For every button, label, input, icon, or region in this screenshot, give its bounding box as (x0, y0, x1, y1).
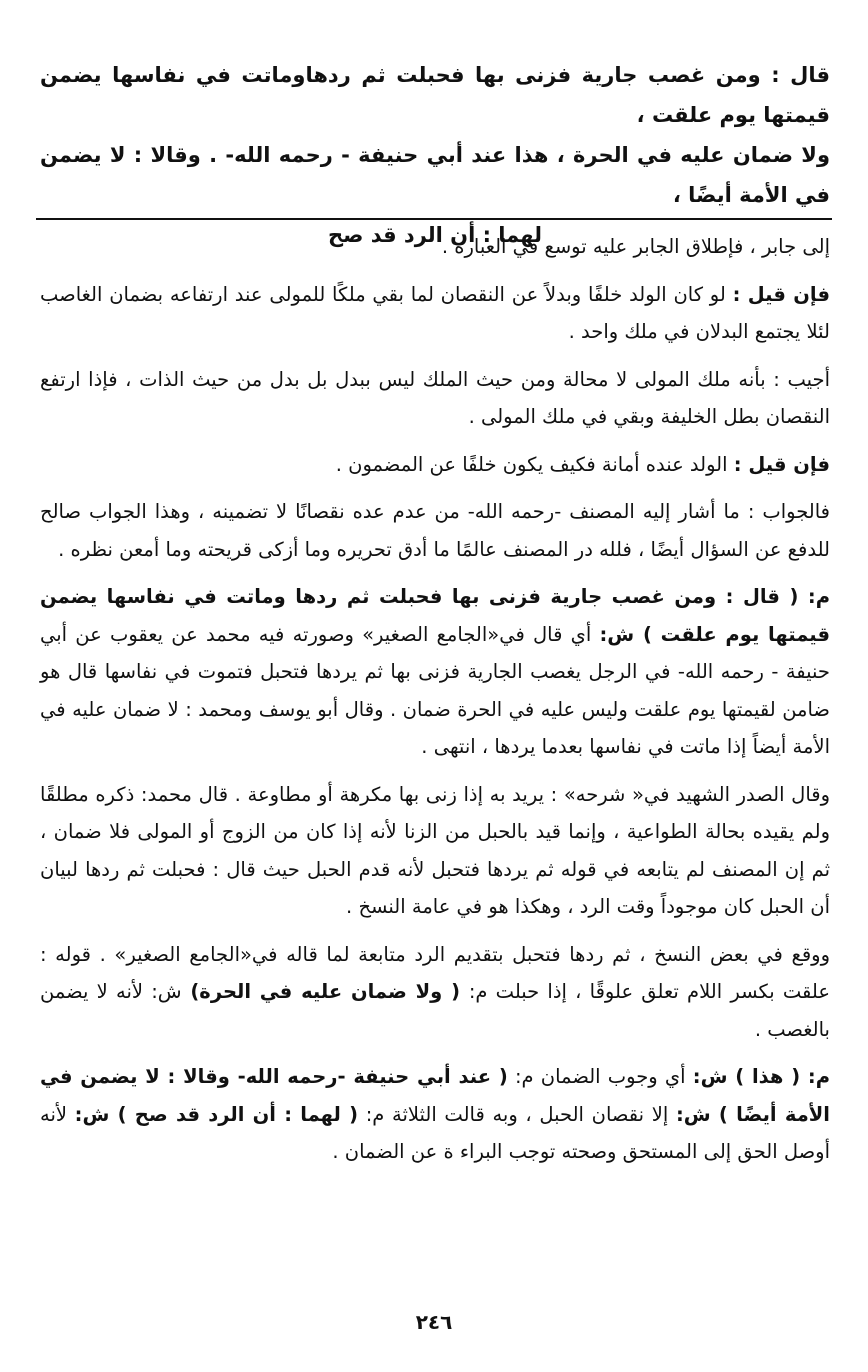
matn-quote: ( لهما : أن الرد قد صح ) ش: (74, 1102, 359, 1126)
paragraph-text: أي قال في«الجامع الصغير» وصورته فيه محمد عن يعقوب عن أبي حنيفة - رحمه الله- في الرجل يغصب الجارية فزنى بها ثم يردها فتحبل فتموت في نفاسها قال هو ضامن لقيمتها يوم علقت وليس عليه في الحرة ضمان . وقال أبو يوسف ومحمد : لا ضمان عليه في الأمة أيضاً إذا ماتت في نفاسها بعدما يردها ، انتهى . (40, 622, 830, 758)
matn-line: لهما : أن الرد قد صح (327, 223, 543, 247)
paragraph-text: الولد عنده أمانة فكيف يكون خلفًا عن المضمون . (335, 452, 734, 476)
matn-quote: ( عند أبي حنيفة -رحمه الله- وقالا : لا يضمن في الأمة أيضًا ) ش: (40, 1065, 830, 1126)
matn-line: ولا ضمان عليه في الحرة ، هذا عند أبي حنيفة - رحمه الله- . وقالا : لا يضمن في الأمة أيضًا ، (40, 143, 830, 207)
matn-quote: م: ( هذا ) ش: (692, 1065, 830, 1088)
paragraph (40, 578, 830, 766)
paragraph (40, 1058, 830, 1171)
matn-line: قال : ومن غصب جارية فزنى بها فحبلت ثم ردهاوماتت في نفاسها يضمن قيمتها يوم علقت ، (40, 63, 830, 127)
paragraph-text: لأنه أوصل الحق إلى المستحق وصحته توجب البراء ة عن الضمان . (40, 1102, 830, 1163)
divider-rule (36, 218, 832, 220)
paragraph-text: أي وجوب الضمان م: (507, 1065, 693, 1088)
commentary-block (40, 228, 830, 1181)
paragraph-label: فإن قيل : (732, 282, 830, 306)
paragraph-text: لو كان الولد خلفًا وبدلاً عن النقصان لما بقي ملكًا للمولى عند ارتفاعه بضمان الغاصب لئلا يجتمع البدلان في ملك واحد . (40, 282, 830, 343)
paragraph-text: ش: لأنه لا يضمن بالغصب . (40, 980, 830, 1041)
paragraph (40, 936, 830, 1049)
paragraph (40, 446, 830, 484)
paragraph: وقال الصدر الشهيد في« شرحه» : يريد به إذا زنى بها مكرهة أو مطاوعة . قال محمد: ذكره مطلقًا ولم يقيده بحالة الطواعية ، وإنما قيد بالحبل من الزنا لأنه إذا كان من الزوج أو المولى فلا ضمان ، ثم إن المصنف لم يتابعه في قوله ثم يردها فتحبل لأنه قدم الحبل حيث قال : فحبلت ثم ردها لبيان أن الحبل كان موجوداً وقت الرد ، وهكذا هو في عامة النسخ . (40, 782, 830, 918)
paragraph-text: ووقع في بعض النسخ ، ثم ردها فتحبل بتقديم الرد متابعة لما قاله في«الجامع الصغير» . قوله : علقت بكسر اللام تعلق علوقًا ، إذا حبلت م: (40, 942, 830, 1003)
matn-quote: ( ولا ضمان عليه في الحرة) (181, 980, 469, 1003)
paragraph-label: فإن قيل : (733, 452, 830, 476)
paragraph: إلى جابر ، فإطلاق الجابر عليه توسع في العبارة . (441, 235, 830, 258)
page-number: ٢٤٦ (415, 1310, 453, 1334)
paragraph: أجيب : بأنه ملك المولى لا محالة ومن حيث الملك ليس ببدل بل بدل من حيث الذات ، فإذا ارتفع النقصان بطل الخليفة وبقي في ملك المولى . (40, 367, 830, 428)
paragraph (40, 276, 830, 351)
matn-block (40, 55, 830, 255)
paragraph: فالجواب : ما أشار إليه المصنف -رحمه الله- من عدم عده نقصانًا لا تضمينه ، وهذا الجواب صالح للدفع عن السؤال أيضًا ، فلله در المصنف عالمًا ما أدق تحريره وما أزكى قريحته وما أمعن نظره . (40, 500, 830, 561)
matn-quote: م: ( قال : ومن غصب جارية فزنى بها فحبلت ثم ردها وماتت في نفاسها يضمن قيمتها يوم علقت ) ش: (40, 585, 831, 646)
paragraph-text: إلا نقصان الحبل ، وبه قالت الثلاثة م: (358, 1102, 676, 1126)
